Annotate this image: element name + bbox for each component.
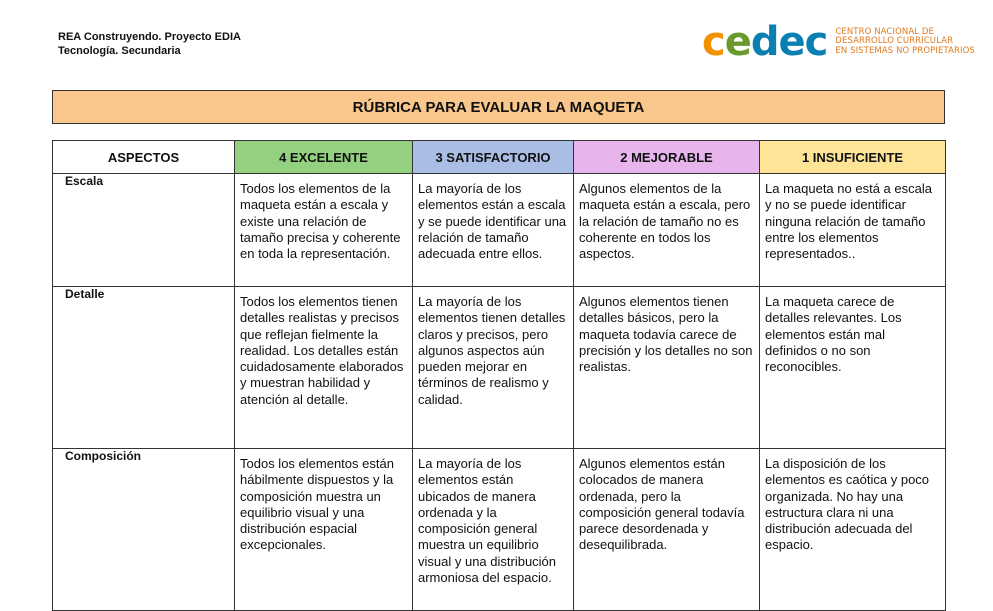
criteria-cell: Algunos elementos de la maqueta están a escala, pero la relación de tamaño no es coherente en todos los aspectos. (574, 174, 760, 287)
logo-letter-c: c (702, 19, 725, 65)
aspect-label: Composición (53, 449, 235, 611)
table-row (53, 174, 946, 287)
logo-subtitle-line: DESARROLLO CURRICULAR (835, 36, 954, 47)
header-project-line: REA Construyendo. Proyecto EDIA (58, 31, 241, 43)
rubric-table (52, 140, 946, 611)
logo-letters-ec: ec (778, 19, 828, 65)
criteria-cell: La maqueta no está a escala y no se puede identificar ninguna relación de tamaño entre los elementos representados.. (760, 174, 946, 287)
criteria-cell: Todos los elementos están hábilmente dispuestos y la composición muestra un equilibrio visual y una distribución espacial excepcionales. (235, 449, 413, 611)
logo-subtitle-line: EN SISTEMAS NO PROPIETARIOS (835, 45, 975, 56)
table-row (53, 287, 946, 449)
criteria-cell: Todos los elementos de la maqueta están a escala y existe una relación de tamaño precisa y coherente en toda la representación. (235, 174, 413, 287)
column-header-mejorable: 2 MEJORABLE (574, 141, 760, 174)
criteria-cell: La maqueta carece de detalles relevantes. Los elementos están mal definidos o no son reconocibles. (760, 287, 946, 449)
criteria-cell: Algunos elementos están colocados de manera ordenada, pero la composición general todavía parece desordenada y desequilibrada. (574, 449, 760, 611)
header-subject-line: Tecnología. Secundaria (58, 45, 181, 57)
criteria-cell: La mayoría de los elementos tienen detalles claros y precisos, pero algunos aspectos aún pueden mejorar en términos de realismo y calidad. (413, 287, 574, 449)
column-header-satisfactorio: 3 SATISFACTORIO (413, 141, 574, 174)
logo-subtitle-line: CENTRO NACIONAL DE (835, 26, 934, 37)
table-header-row (53, 141, 946, 174)
cedec-logo (702, 20, 975, 64)
logo-wordmark (702, 20, 827, 64)
logo-letter-e: e (724, 19, 751, 65)
criteria-cell: La mayoría de los elementos están a escala y se puede identificar una relación de tamaño adecuada entre ellos. (413, 174, 574, 287)
logo-subtitle (835, 28, 975, 57)
criteria-cell: La mayoría de los elementos están ubicados de manera ordenada y la composición general muestra un equilibrio visual y una distribución armoniosa del espacio. (413, 449, 574, 611)
aspect-label: Escala (53, 174, 235, 287)
column-header-excelente: 4 EXCELENTE (235, 141, 413, 174)
rubric-title: RÚBRICA PARA EVALUAR LA MAQUETA (52, 90, 945, 124)
column-header-insuficiente: 1 INSUFICIENTE (760, 141, 946, 174)
column-header-aspectos: ASPECTOS (53, 141, 235, 174)
aspect-label: Detalle (53, 287, 235, 449)
logo-letter-d: d (750, 19, 779, 65)
criteria-cell: Algunos elementos tienen detalles básicos, pero la maqueta todavía carece de precisión y los detalles no son realistas. (574, 287, 760, 449)
criteria-cell: Todos los elementos tienen detalles realistas y precisos que reflejan fielmente la realidad. Los detalles están cuidadosamente elaborados y muestran habilidad y atención al detalle. (235, 287, 413, 449)
table-row (53, 449, 946, 611)
criteria-cell: La disposición de los elementos es caótica y poco organizada. No hay una estructura clara ni una distribución adecuada del espacio. (760, 449, 946, 611)
document-header (58, 30, 241, 58)
